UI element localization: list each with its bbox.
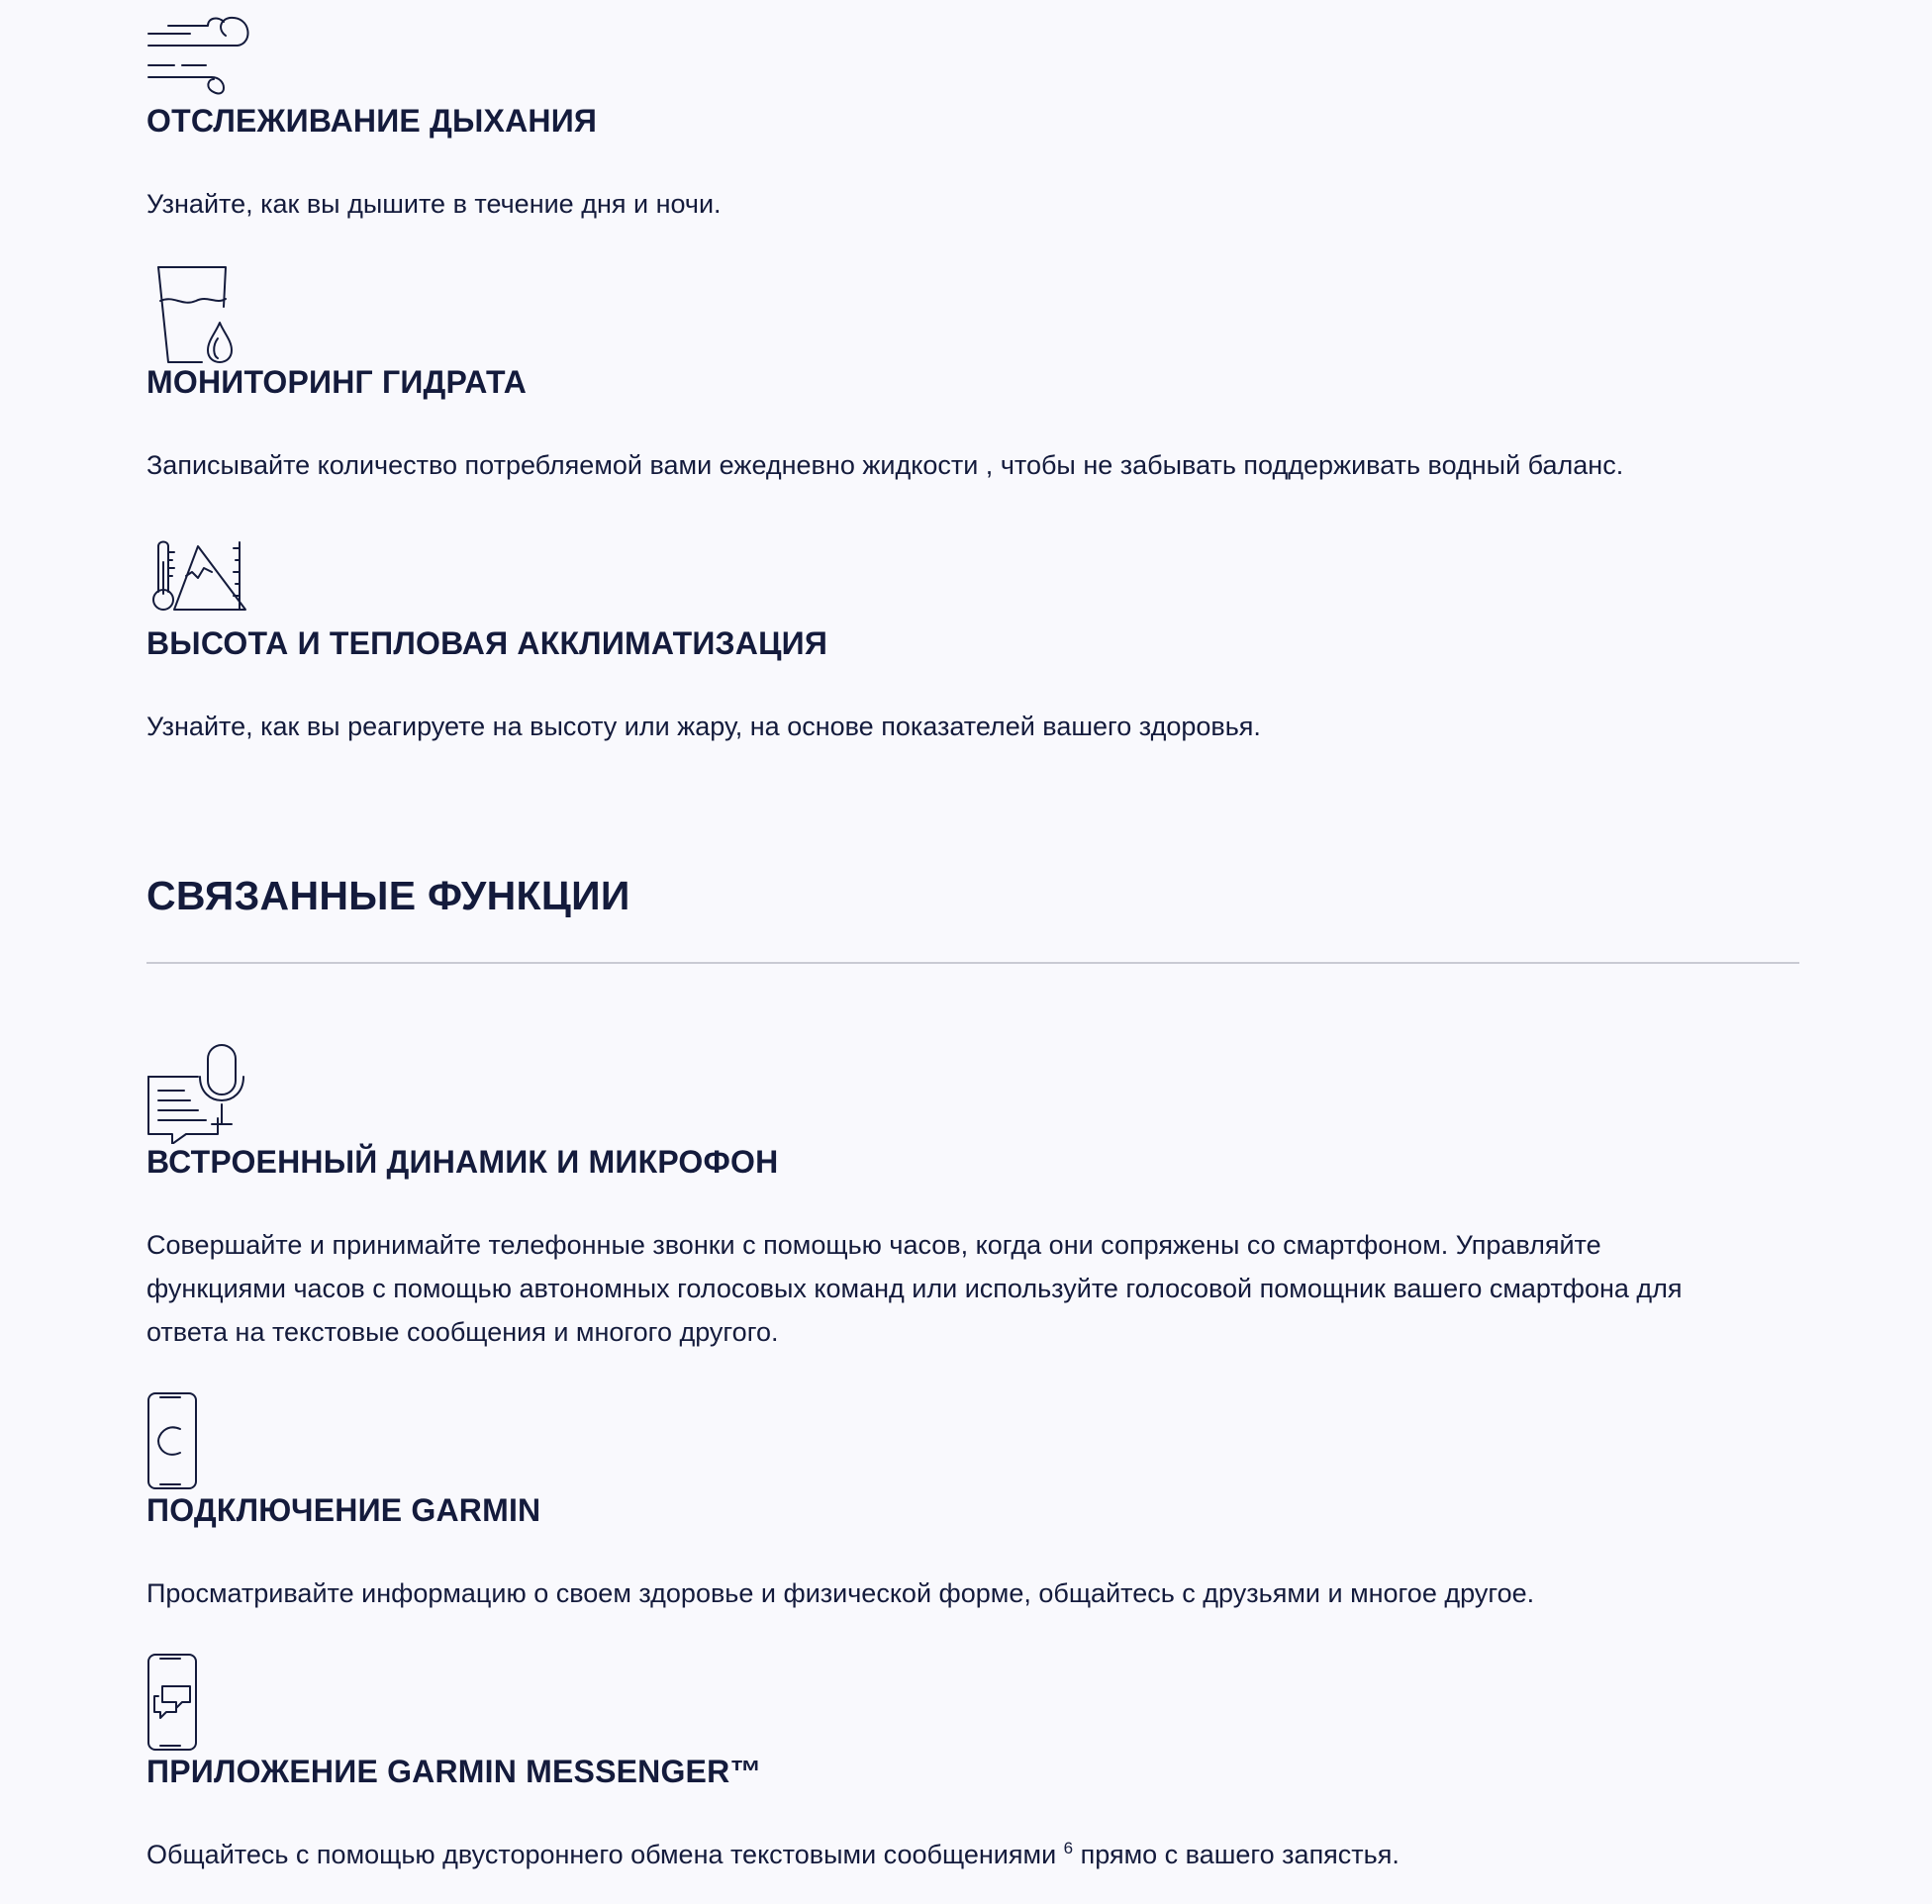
feature-title: ВЫСОТА И ТЕПЛОВАЯ АККЛИМАТИЗАЦИЯ	[146, 625, 828, 661]
section-title: СВЯЗАННЫЕ ФУНКЦИИ	[146, 873, 630, 918]
feature-title: ПОДКЛЮЧЕНИЕ GARMIN	[146, 1492, 541, 1528]
feature-title: ПРИЛОЖЕНИЕ GARMIN MESSENGER™	[146, 1754, 762, 1789]
feature-description	[146, 1223, 1799, 1354]
feature-description: Просматривайте информацию о своем здоровье и физической форме, общайтесь с друзьями и многое другое.	[146, 1578, 1535, 1608]
feature-description: Узнайте, как вы реагируете на высоту или жару, на основе показателей вашего здоровья.	[146, 712, 1261, 741]
section-divider	[146, 962, 1799, 964]
description-line: ответа на текстовые сообщения и многого другого.	[146, 1317, 779, 1347]
feature-title: МОНИТОРИНГ ГИДРАТА	[146, 364, 528, 400]
speech-microphone-icon	[146, 1043, 249, 1144]
feature-title: ОТСЛЕЖИВАНИЕ ДЫХАНИЯ	[146, 103, 598, 139]
footnote-marker[interactable]: 6	[1063, 1839, 1074, 1857]
description-text: прямо с вашего запястья.	[1073, 1840, 1400, 1869]
description-line: Совершайте и принимайте телефонные звонки с помощью часов, когда они сопряжены со смартфоном. Управляйте	[146, 1230, 1601, 1260]
wind-icon	[146, 14, 249, 95]
feature-description: Записывайте количество потребляемой вами ежедневно жидкости , чтобы не забывать поддерживать водный баланс.	[146, 450, 1624, 480]
thermometer-mountain-icon	[146, 538, 249, 612]
feature-title: ВСТРОЕННЫЙ ДИНАМИК И МИКРОФОН	[146, 1144, 779, 1180]
feature-description	[146, 1833, 1799, 1876]
feature-description: Узнайте, как вы дышите в течение дня и ночи.	[146, 189, 722, 219]
phone-messenger-icon	[146, 1653, 202, 1752]
description-text: Общайтесь с помощью двустороннего обмена текстовыми сообщениями	[146, 1840, 1064, 1869]
description-line: функциями часов с помощью автономных голосовых команд или используйте голосовой помощник вашего смартфона для	[146, 1274, 1683, 1303]
water-glass-icon	[146, 263, 238, 366]
phone-connect-icon	[146, 1391, 202, 1490]
